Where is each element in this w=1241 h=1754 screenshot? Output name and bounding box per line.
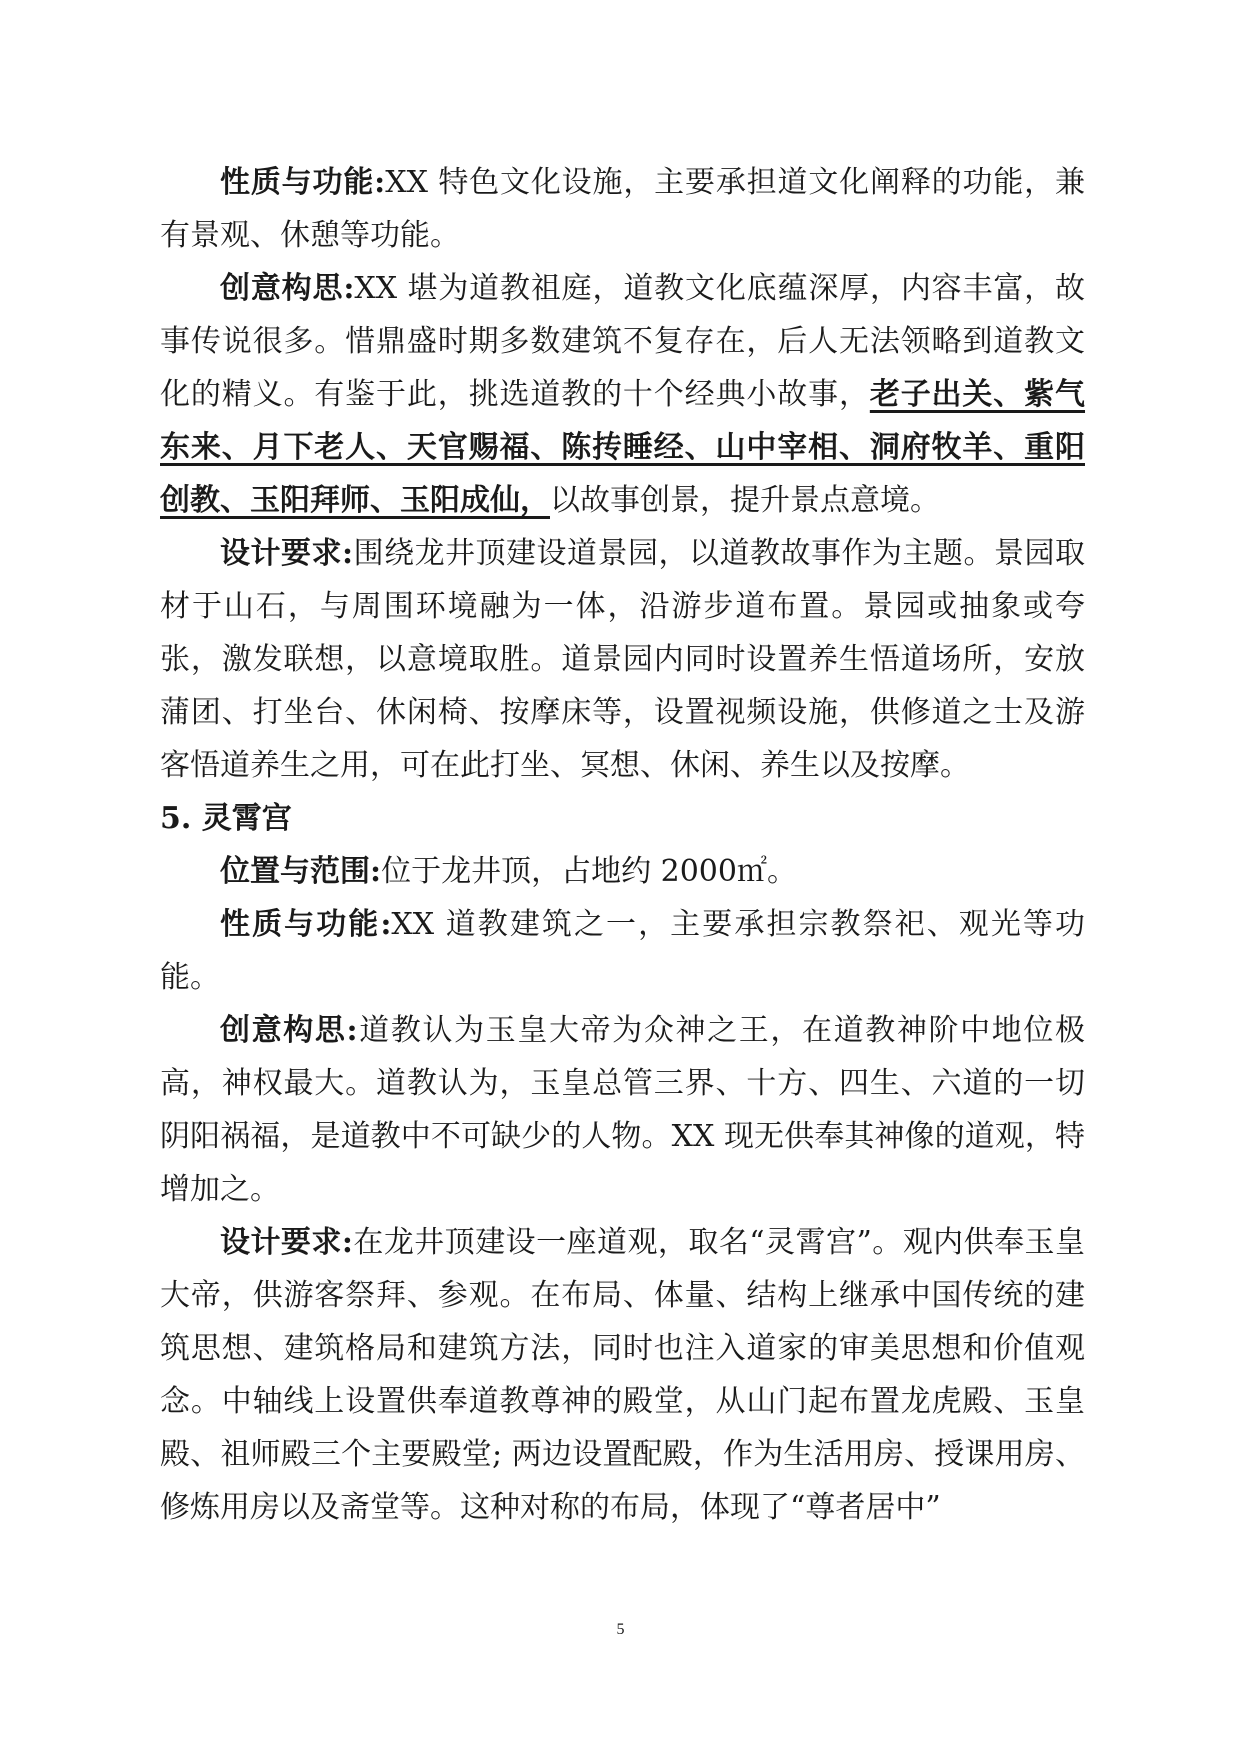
paragraph-text: 以故事创景，提升景点意境。 — [550, 483, 940, 518]
paragraph-text: 在龙井顶建设一座道观，取名“灵霄宫”。观内供奉玉皇大帝，供游客祭拜、参观。在布局、体量、结构上继承中国传统的建筑思想、建筑格局和建筑方法，同时也注入道家的审美思想和价值观念。中轴线上设置供奉道教尊神的殿堂，从山门起布置龙虎殿、玉皇殿、祖师殿三个主要殿堂; 两边设置配殿，作为生活用房、授课用房、修炼用房以及斋堂等。这种对称的布局，体现了“尊者居中” — [160, 1225, 1085, 1525]
paragraph-label: 位置与范围: — [220, 854, 382, 889]
paragraph-text: XX 堪为道教祖庭，道教文化底蕴深厚，内容丰富，故事传说很多。惜鼎盛时期多数建筑不复存在，后人无法领略到道教文化的精义。有鉴于此，挑选道教的十个经典小故事， — [160, 271, 1085, 412]
document-body — [160, 156, 1085, 1534]
paragraph-label: 性质与功能: — [220, 907, 392, 942]
paragraph-label: 性质与功能: — [220, 165, 386, 200]
paragraph-label: 设计要求: — [220, 536, 354, 571]
paragraph-text: 位于龙井顶，占地约 2000㎡。 — [381, 854, 797, 889]
section-heading: 5. 灵霄宫 — [160, 801, 292, 836]
paragraph-text: 围绕龙井顶建设道景园，以道教故事作为主题。景园取材于山石，与周围环境融为一体，沿游步道布置。景园或抽象或夸张，激发联想，以意境取胜。道景园内同时设置养生悟道场所，安放蒲团、打坐台、休闲椅、按摩床等，设置视频设施，供修道之士及游客悟道养生之用，可在此打坐、冥想、休闲、养生以及按摩。 — [160, 536, 1086, 783]
underlined-story-list: 老子出关、紫气东来、月下老人、天官赐福、陈抟睡经、山中宰相、洞府牧羊、重阳创教、玉阳拜师、玉阳成仙， — [160, 377, 1086, 518]
paragraph-nature-function-2 — [160, 898, 1085, 1004]
paragraph-creative-concept — [160, 262, 1085, 527]
paragraph-creative-concept-2 — [160, 1004, 1085, 1216]
paragraph-design-requirements — [160, 527, 1085, 792]
paragraph-text: XX 特色文化设施，主要承担道文化阐释的功能，兼有景观、休憩等功能。 — [160, 165, 1085, 253]
paragraph-nature-function — [160, 156, 1085, 262]
paragraph-label: 创意构思: — [220, 1013, 358, 1048]
paragraph-location-scope — [160, 845, 1085, 898]
paragraph-text: 道教认为玉皇大帝为众神之王，在道教神阶中地位极高，神权最大。道教认为，玉皇总管三界、十方、四生、六道的一切阴阳祸福，是道教中不可缺少的人物。XX 现无供奉其神像的道观，特增加之。 — [160, 1013, 1086, 1207]
paragraph-label: 创意构思: — [220, 271, 355, 306]
page-number: 5 — [616, 1621, 625, 1638]
paragraph-label: 设计要求: — [220, 1225, 353, 1260]
paragraph-design-requirements-2 — [160, 1216, 1085, 1534]
paragraph-text: XX 道教建筑之一，主要承担宗教祭祀、观光等功能。 — [160, 907, 1085, 995]
